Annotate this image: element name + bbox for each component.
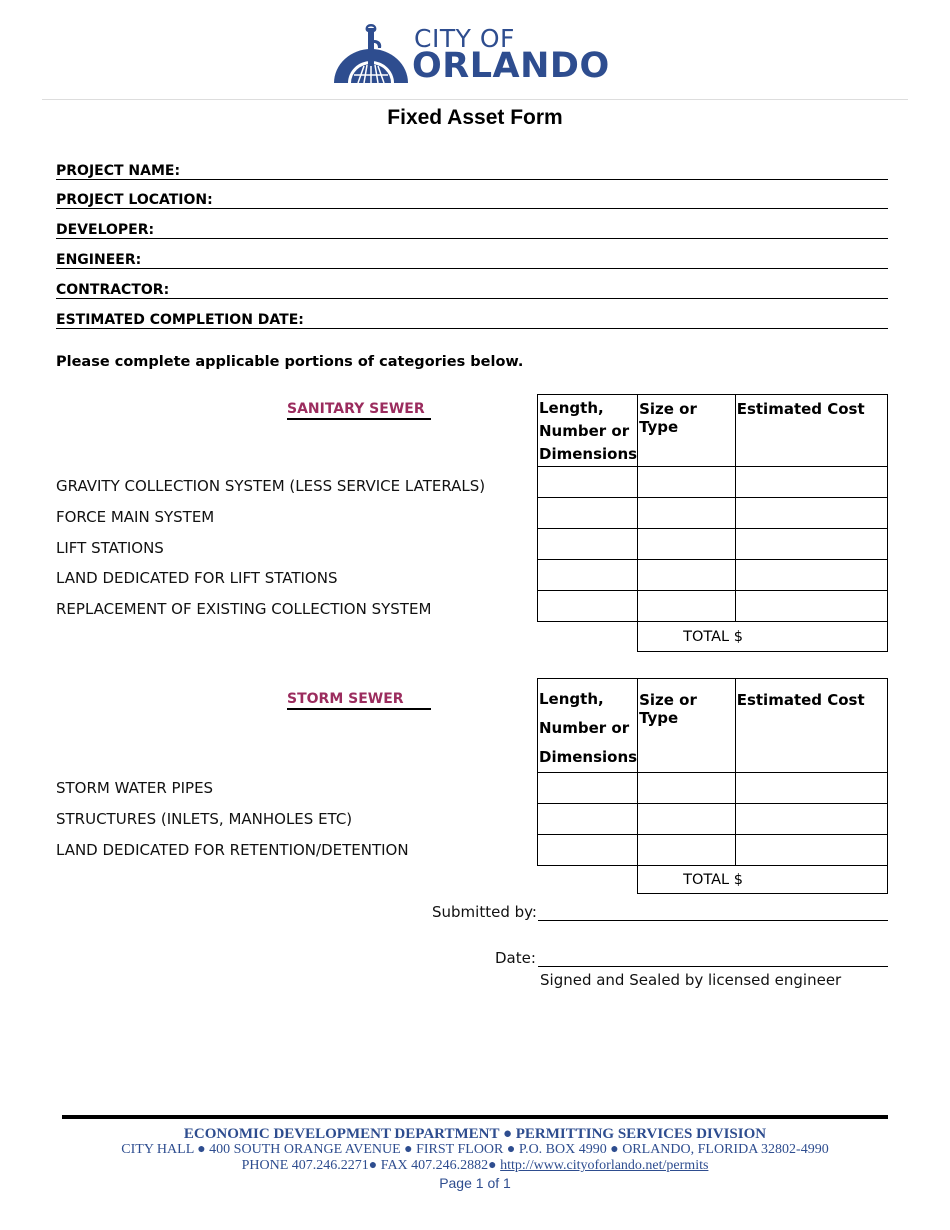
date-line[interactable] <box>538 966 888 967</box>
cell-input[interactable] <box>638 529 736 560</box>
footer-divider <box>62 1115 888 1119</box>
cell-input[interactable] <box>538 467 638 498</box>
empty-cell <box>538 866 638 894</box>
cell-input[interactable] <box>638 467 736 498</box>
header-estimated-cost: Estimated Cost <box>735 679 887 773</box>
cell-input[interactable] <box>638 804 736 835</box>
city-logo-emblem-icon <box>334 22 408 84</box>
project-location-label: PROJECT LOCATION: <box>56 192 213 208</box>
header-estimated-cost: Estimated Cost <box>735 395 887 467</box>
submitted-by-line[interactable] <box>538 920 888 921</box>
sanitary-sewer-title: SANITARY SEWER <box>287 401 431 420</box>
estimated-completion-date-label: ESTIMATED COMPLETION DATE: <box>56 312 304 328</box>
sanitary-item-lift-stations: LIFT STATIONS <box>56 539 164 557</box>
project-location-field[interactable] <box>56 180 888 209</box>
footer-department: ECONOMIC DEVELOPMENT DEPARTMENT ● PERMITTING SERVICES DIVISION <box>183 1126 767 1142</box>
project-name-label: PROJECT NAME: <box>56 163 181 179</box>
header-size-type: Size or Type <box>638 679 736 773</box>
cell-input[interactable] <box>538 835 638 866</box>
total-row <box>538 866 888 894</box>
cell-input[interactable] <box>638 560 736 591</box>
storm-item-structures: STRUCTURES (INLETS, MANHOLES ETC) <box>56 810 353 828</box>
cell-input[interactable] <box>638 773 736 804</box>
header-length-line2: Number or <box>539 719 630 737</box>
date-label: Date: <box>495 949 536 967</box>
sanitary-item-force-main: FORCE MAIN SYSTEM <box>56 508 215 526</box>
table-row <box>538 529 888 560</box>
sanitary-item-gravity: GRAVITY COLLECTION SYSTEM (LESS SERVICE LATERALS) <box>56 477 486 495</box>
footer-phone-fax: PHONE 407.246.2271● FAX 407.246.2882● <box>241 1158 497 1173</box>
header-divider <box>42 99 908 100</box>
cell-input[interactable] <box>538 498 638 529</box>
table-row <box>538 591 888 622</box>
cell-input[interactable] <box>538 529 638 560</box>
cell-input[interactable] <box>638 835 736 866</box>
header-size-type: Size or Type <box>638 395 736 467</box>
cell-input[interactable] <box>538 560 638 591</box>
table-row <box>538 773 888 804</box>
page-number: Page 1 of 1 <box>439 1175 511 1191</box>
cell-input[interactable] <box>735 591 887 622</box>
cell-input[interactable] <box>735 529 887 560</box>
estimated-completion-date-field[interactable] <box>56 300 888 329</box>
cell-input[interactable] <box>735 498 887 529</box>
contractor-label: CONTRACTOR: <box>56 282 170 298</box>
storm-item-land-retention: LAND DEDICATED FOR RETENTION/DETENTION <box>56 841 409 859</box>
cell-input[interactable] <box>638 498 736 529</box>
table-header-row <box>538 395 888 467</box>
engineer-field[interactable] <box>56 240 888 269</box>
sanitary-item-land-lift-stations: LAND DEDICATED FOR LIFT STATIONS <box>56 569 338 587</box>
cell-input[interactable] <box>638 591 736 622</box>
contractor-field[interactable] <box>56 270 888 299</box>
total-row <box>538 622 888 652</box>
cell-input[interactable] <box>538 773 638 804</box>
header-length-line1: Length, <box>539 399 604 417</box>
cell-input[interactable] <box>538 591 638 622</box>
project-name-field[interactable] <box>56 151 888 180</box>
developer-field[interactable] <box>56 210 888 239</box>
storm-sewer-title: STORM SEWER <box>287 691 431 710</box>
sanitary-total-label: TOTAL $ <box>683 628 743 645</box>
empty-cell <box>538 622 638 652</box>
storm-total[interactable] <box>638 866 888 894</box>
header-length-line3: Dimensions <box>539 445 638 463</box>
table-row <box>538 804 888 835</box>
permits-link[interactable]: http://www.cityoforlando.net/permits <box>500 1158 709 1173</box>
sanitary-sewer-table <box>537 394 888 652</box>
header-length-line3: Dimensions <box>539 748 638 766</box>
header-length-line2: Number or <box>539 422 630 440</box>
sanitary-item-replacement: REPLACEMENT OF EXISTING COLLECTION SYSTEM <box>56 600 432 618</box>
engineer-label: ENGINEER: <box>56 252 142 268</box>
cell-input[interactable] <box>735 467 887 498</box>
footer-address: CITY HALL ● 400 SOUTH ORANGE AVENUE ● FIRST FLOOR ● P.O. BOX 4990 ● ORLANDO, FLORIDA 32802-4990 <box>121 1142 829 1157</box>
developer-label: DEVELOPER: <box>56 222 155 238</box>
storm-item-pipes: STORM WATER PIPES <box>56 779 214 797</box>
cell-input[interactable] <box>735 804 887 835</box>
logo-text-city-of: CITY OF <box>414 24 515 53</box>
cell-input[interactable] <box>735 773 887 804</box>
submitted-by-label: Submitted by: <box>432 903 537 921</box>
table-header-row <box>538 679 888 773</box>
storm-sewer-table <box>537 678 888 894</box>
table-row <box>538 498 888 529</box>
table-row <box>538 835 888 866</box>
logo-text-orlando: ORLANDO <box>412 46 610 86</box>
header-length-line1: Length, <box>539 690 604 708</box>
storm-total-label: TOTAL $ <box>683 871 743 888</box>
table-row <box>538 560 888 591</box>
table-row <box>538 467 888 498</box>
sanitary-total[interactable] <box>638 622 888 652</box>
cell-input[interactable] <box>735 835 887 866</box>
header-length <box>538 679 638 773</box>
cell-input[interactable] <box>538 804 638 835</box>
header-length <box>538 395 638 467</box>
form-title: Fixed Asset Form <box>387 106 563 129</box>
cell-input[interactable] <box>735 560 887 591</box>
signed-sealed-note: Signed and Sealed by licensed engineer <box>540 971 842 989</box>
footer-contact <box>0 1158 950 1174</box>
instructions-text: Please complete applicable portions of categories below. <box>56 354 524 370</box>
